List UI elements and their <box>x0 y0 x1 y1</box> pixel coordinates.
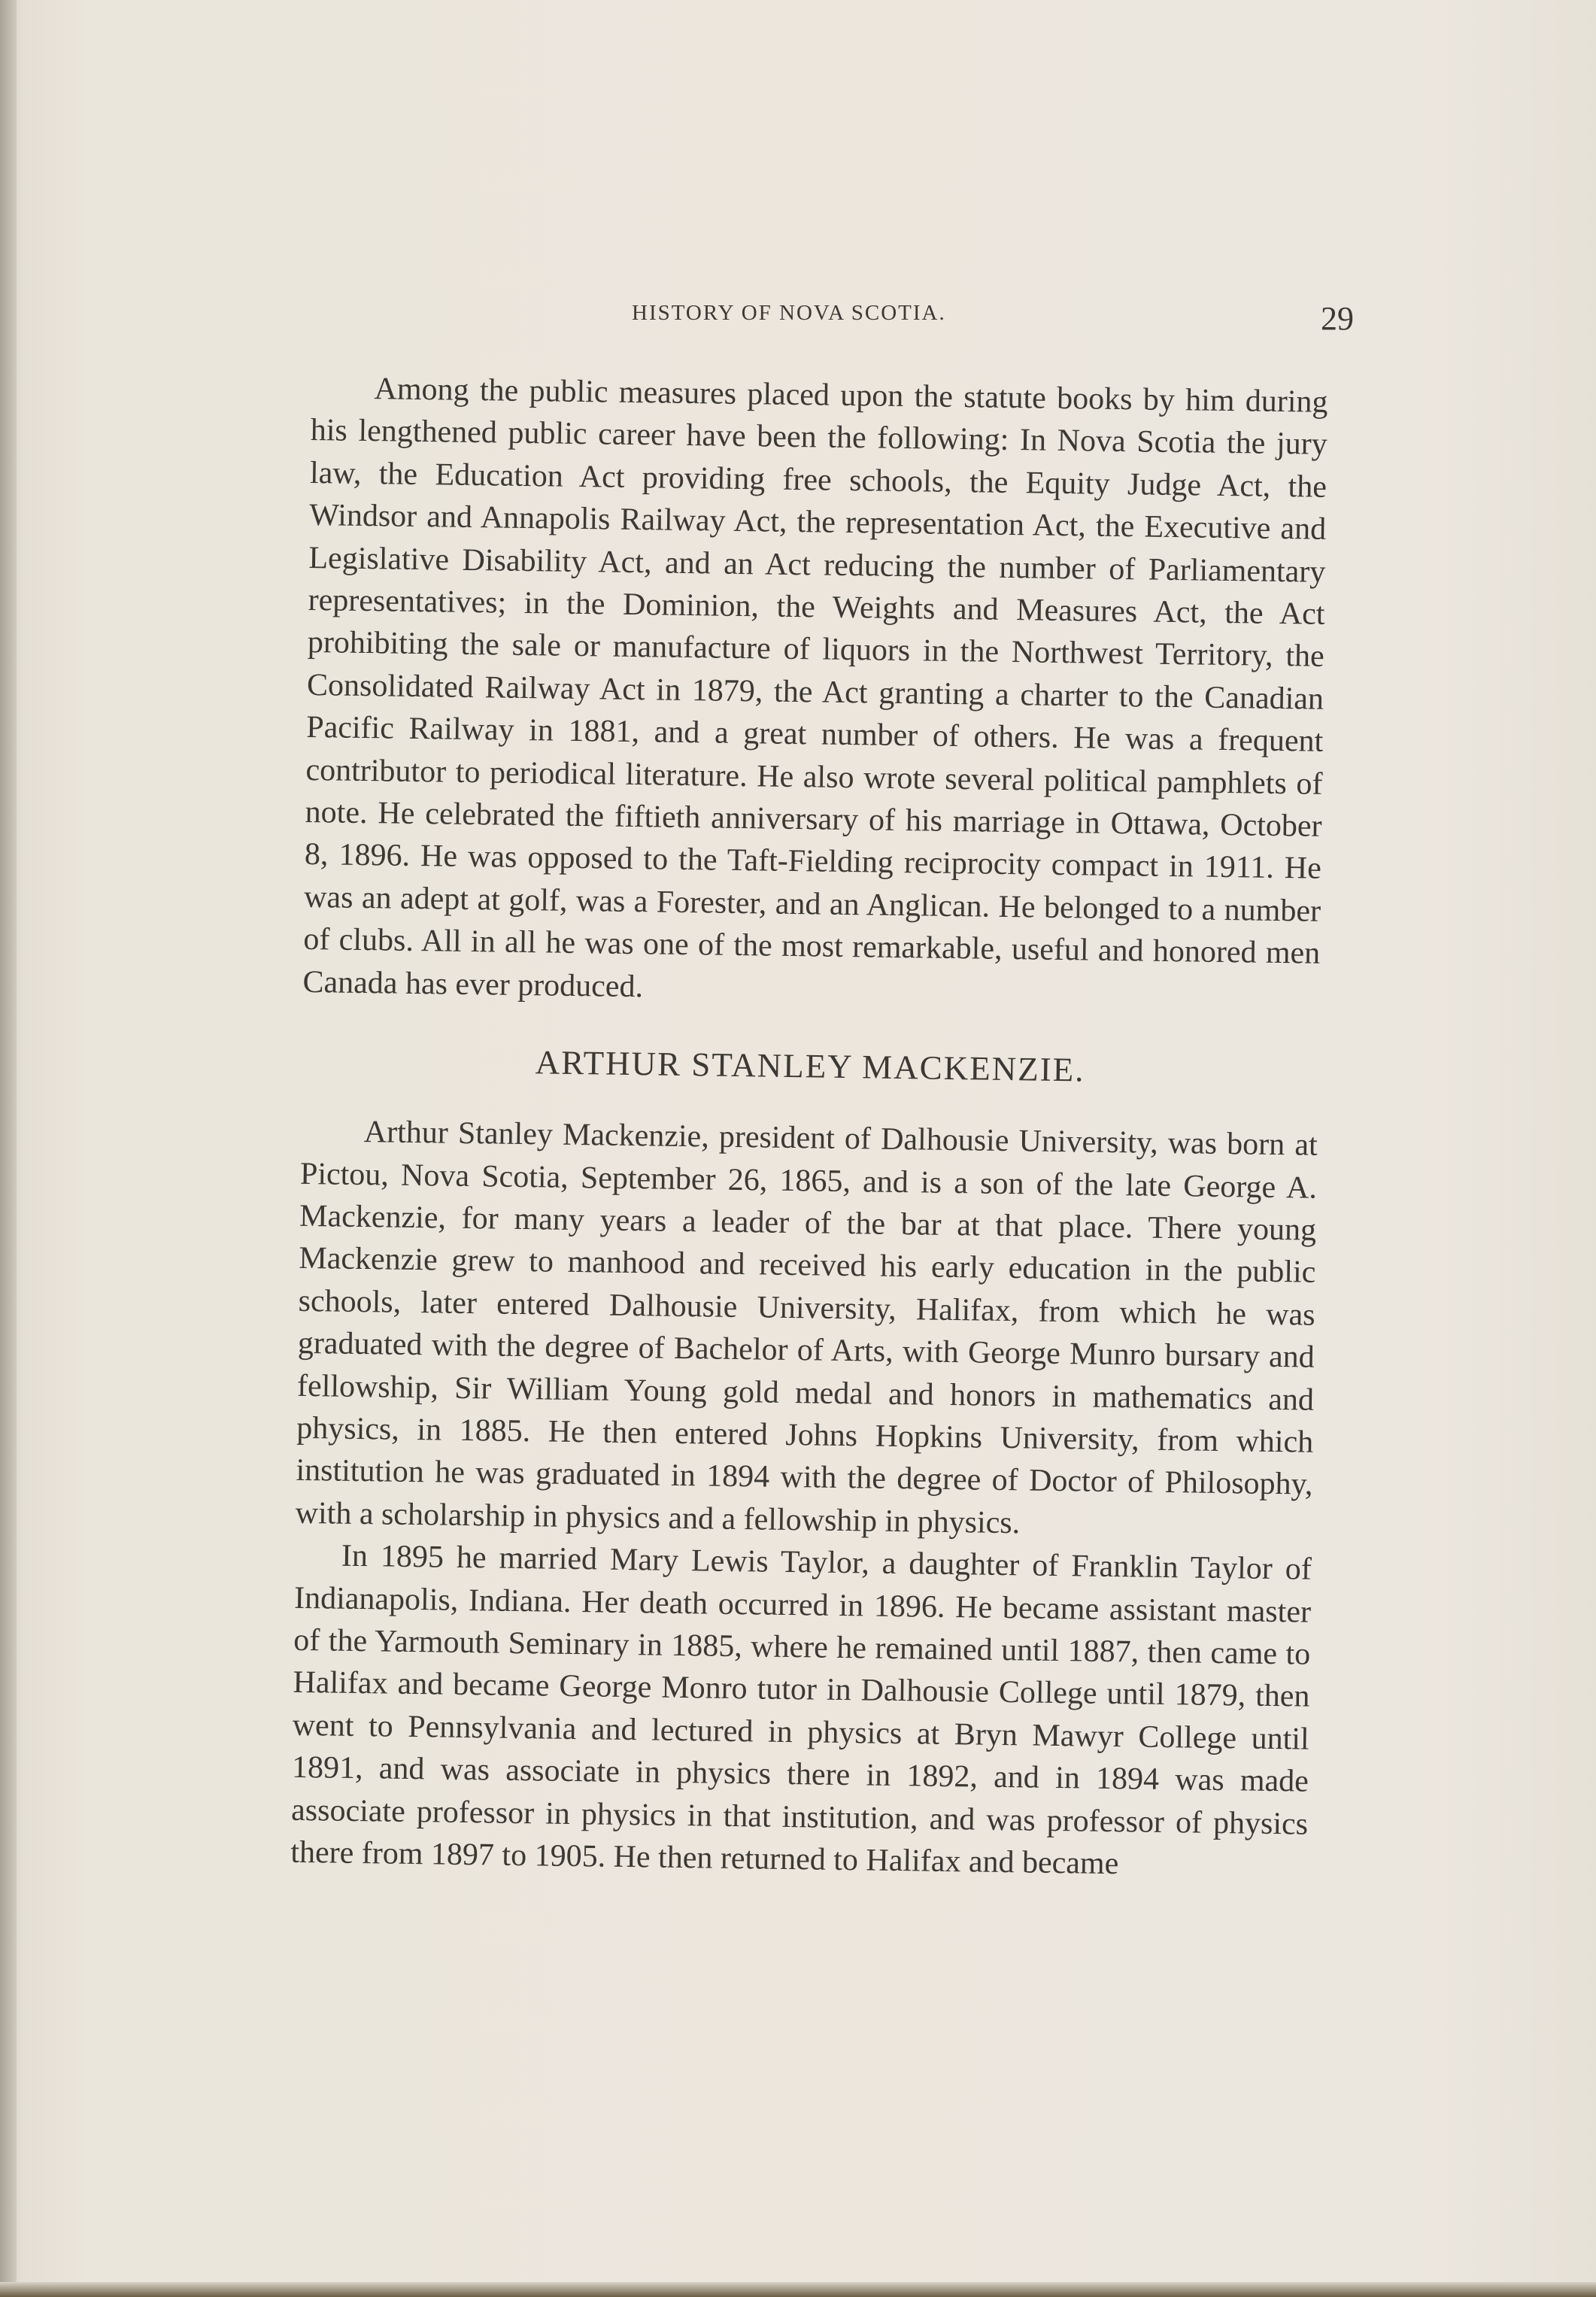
section-heading: ARTHUR STANLEY MACKENZIE. <box>535 1043 1085 1089</box>
page-number: 29 <box>1321 300 1354 337</box>
binding-gutter <box>0 0 17 2297</box>
page-bottom-edge <box>0 2282 1596 2297</box>
paragraph-biography-intro: Arthur Stanley Mackenzie, president of Dalhousie University, was born at Pictou, Nova Scotia, September 26, 1865, and is a son of the late George A. Mackenzie, for many years a leader of the bar at that place. There young Mackenzie grew to manhood and received his early education in the public schools, later entered Dalhousie University, Halifax, from which he was graduated with the degree of Bachelor of Arts, with George Munro bursary and fellowship, Sir William Young gold medal and honors in mathematics and physics, in 1885. He then entered Johns Hopkins University, from which institution he was graduated in 1894 with the degree of Doctor of Philosophy, with a scholarship in physics and a fellowship in physics. <box>295 1115 1318 1541</box>
body-text <box>290 367 1328 1888</box>
running-title: HISTORY OF NOVA SCOTIA. <box>632 301 946 325</box>
paragraph-public-measures: Among the public measures placed upon the statute books by him during his lengthened public career have been the following: In Nova Scotia the jury law, the Education Act providing free schools, the Equity Judge Act, the Windsor and Annapolis Railway Act, the representation Act, the Executive and Legislative Disability Act, and an Act reducing the number of Parliamentary representatives; in the Dominion, the Weights and Measures Act, the Act prohibiting the sale or manufacture of liquors in the Northwest Territory, the Consolidated Railway Act in 1879, the Act granting a charter to the Canadian Pacific Railway in 1881, and a great number of others. He was a frequent contributor to periodical literature. He also wrote several political pamphlets of note. He celebrated the fiftieth anniversary of his marriage in Ottawa, October 8, 1896. He was opposed to the Taft-Fielding reciprocity compact in 1911. He was an adept at golf, was a Forester, and an Anglican. He belonged to a number of clubs. All in all he was one of the most remarkable, useful and honored men Canada has ever produced. <box>302 372 1328 1004</box>
paragraph-career: In 1895 he married Mary Lewis Taylor, a daughter of Franklin Taylor of Indianapolis, Indiana. Her death occurred in 1896. He became assistant master of the Yarmouth Seminary in 1885, where he remained until 1887, then came to Halifax and became George Monro tutor in Dalhousie College until 1879, then went to Pennsylvania and lectured in physics at Bryn Mawyr College until 1891, and was associate in physics there in 1892, and in 1894 was made associate professor in physics in that institution, and was professor of physics there from 1897 to 1905. He then returned to Halifax and became <box>290 1538 1312 1882</box>
